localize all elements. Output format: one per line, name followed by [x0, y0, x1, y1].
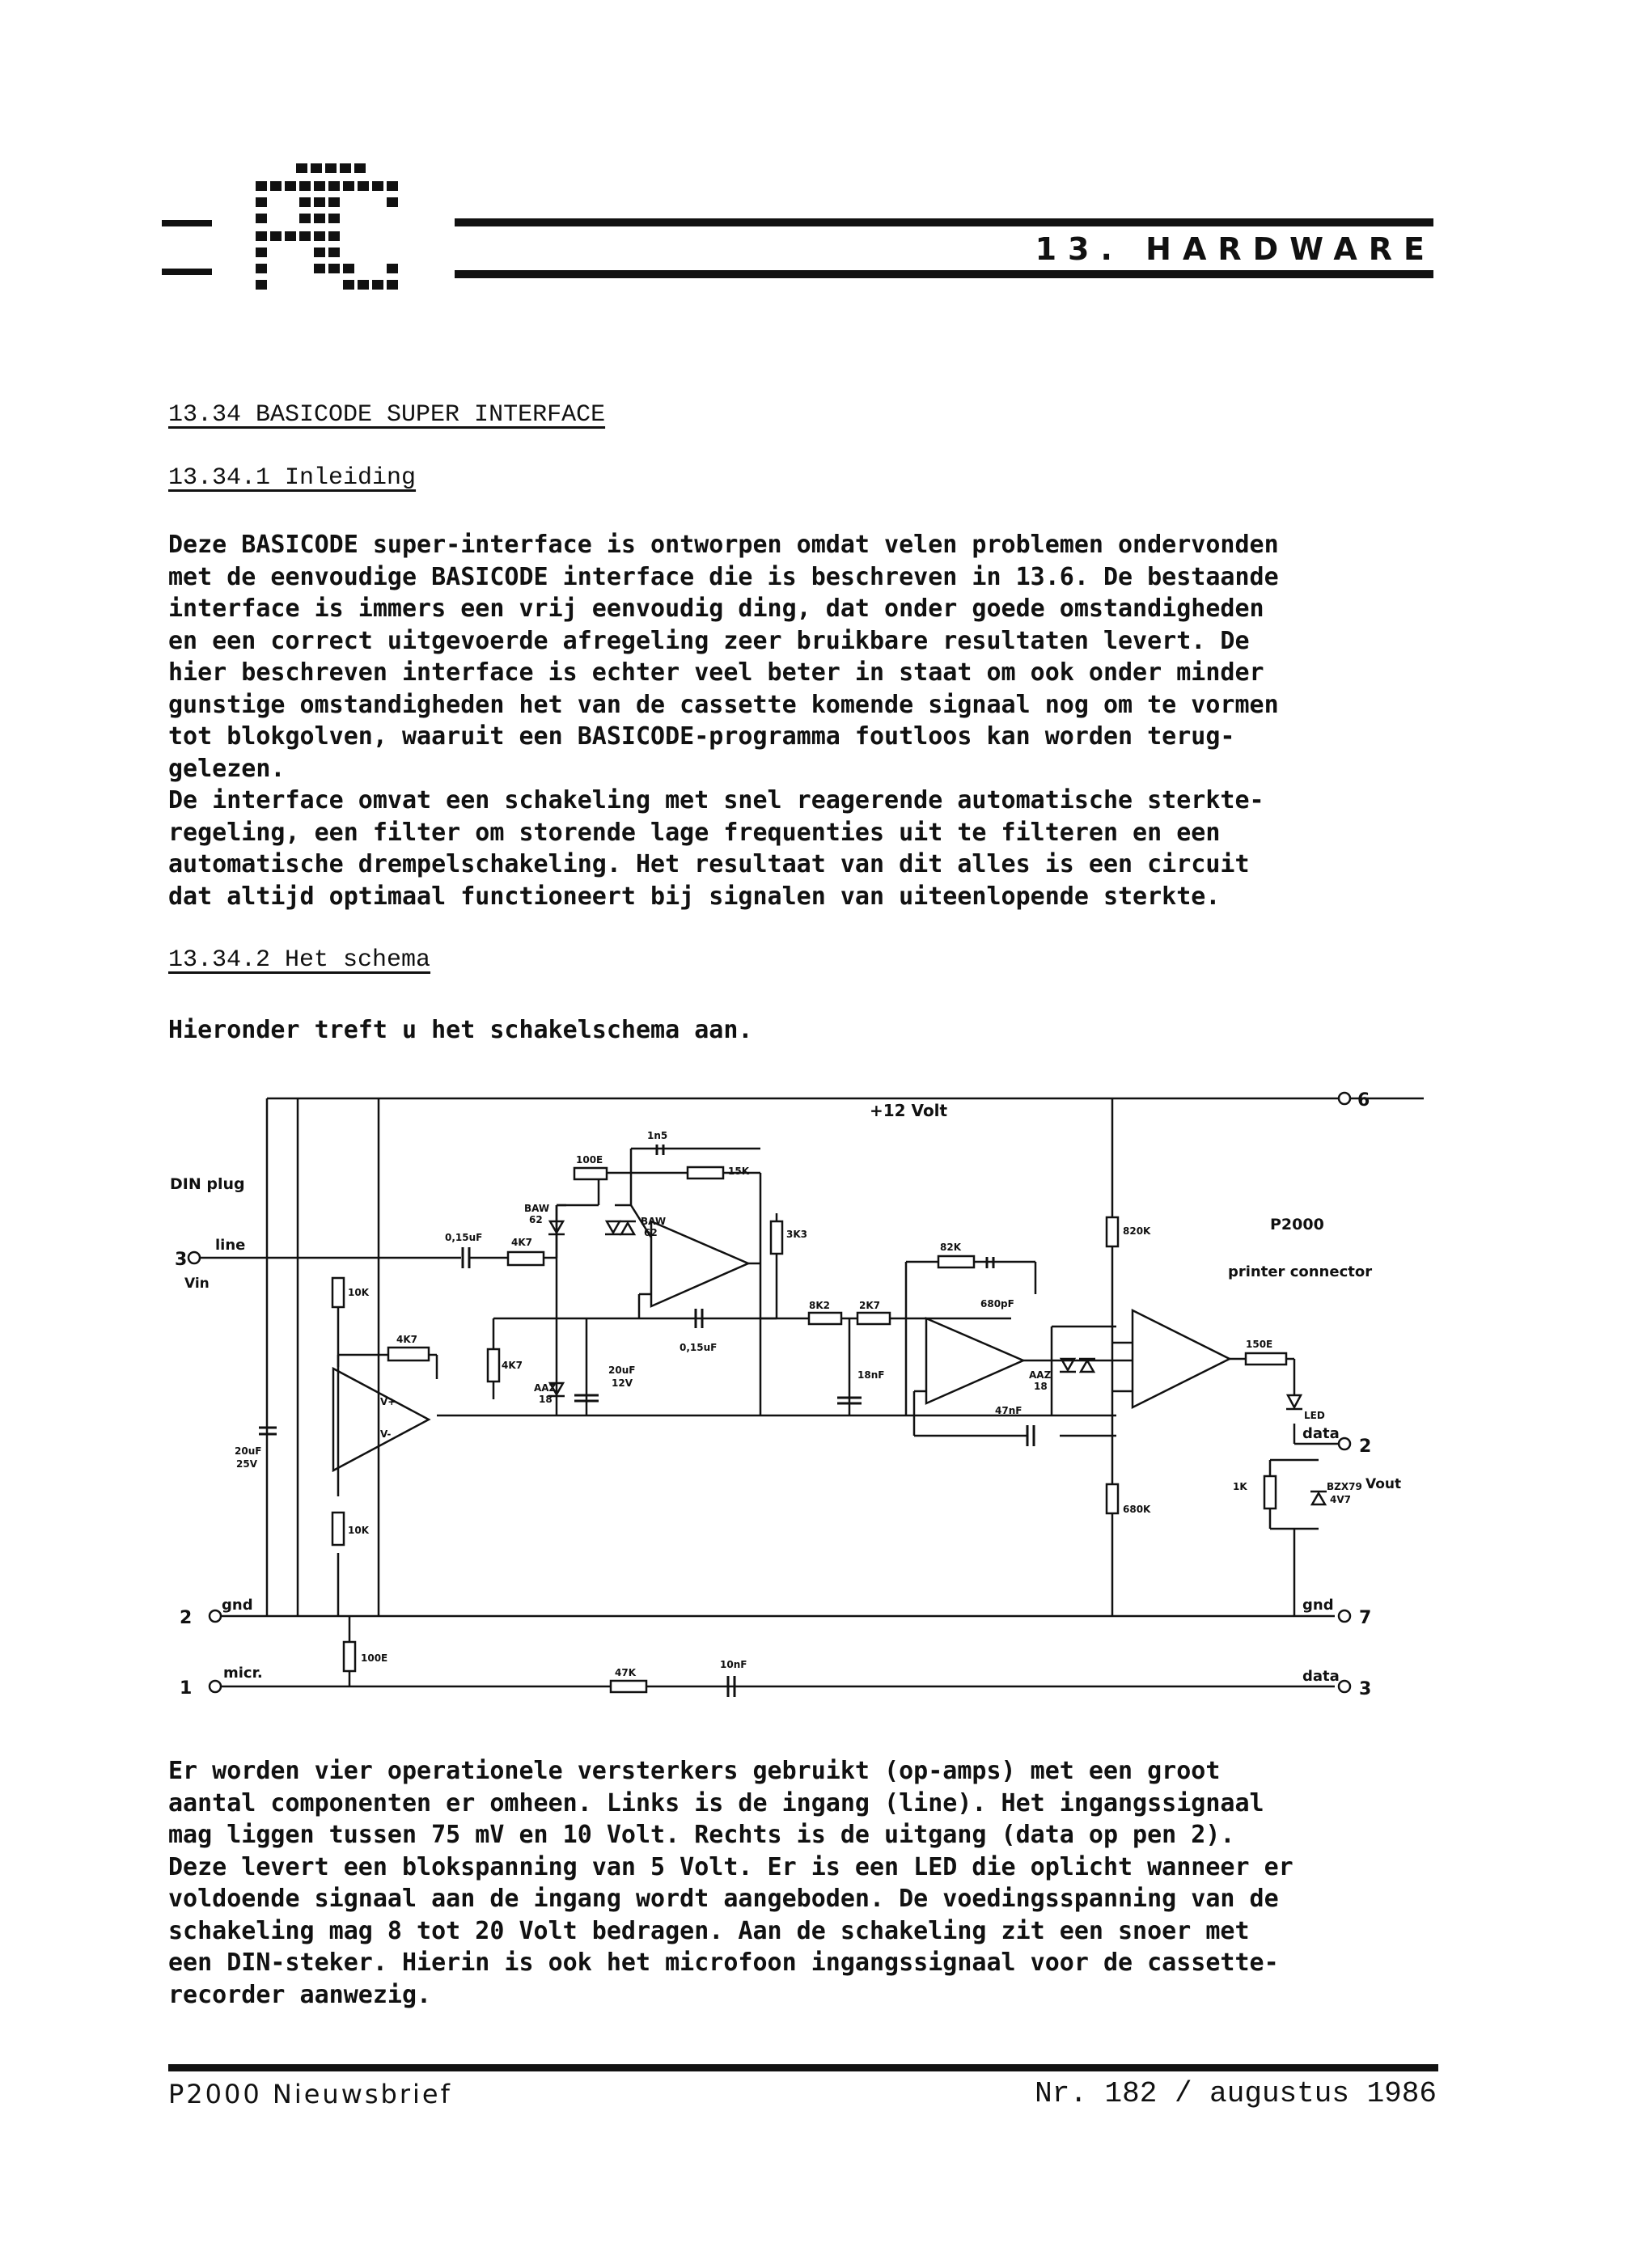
- component-labels: [235, 1130, 1362, 1678]
- component-label-r-820k: 820K: [1123, 1225, 1151, 1237]
- component-label-r-4k7-a: 4K7: [511, 1237, 532, 1248]
- component-label-aaz-a1: AAZ: [534, 1382, 557, 1394]
- subsection-title-schema: 13.34.2 Het schema: [168, 946, 431, 974]
- label-micr: micr.: [223, 1665, 263, 1682]
- label-p2000: P2000: [1270, 1216, 1324, 1233]
- header-rule-bottom: [455, 270, 1433, 278]
- component-label-r-15k: 15K: [728, 1166, 749, 1177]
- footer-rule: [168, 2064, 1438, 2071]
- component-label-c-20uf-25v-a: 20uF: [235, 1445, 262, 1457]
- label-pin-7: 7: [1359, 1608, 1372, 1628]
- component-label-zener-2: 4V7: [1330, 1494, 1351, 1505]
- component-label-vplus: V+: [380, 1396, 396, 1407]
- pc-logo-blocks: [162, 163, 398, 290]
- label-pin-data-2: 2: [1359, 1437, 1372, 1457]
- component-label-r-2k7: 2K7: [859, 1300, 880, 1311]
- schema-intro: Hieronder treft u het schakelschema aan.: [168, 1016, 753, 1044]
- section-title: 13.34 BASICODE SUPER INTERFACE: [168, 401, 606, 429]
- component-label-r-10k-top: 10K: [348, 1287, 369, 1298]
- component-label-led: LED: [1304, 1410, 1325, 1421]
- intro-paragraph: Deze BASICODE super-interface is ontworpen omdat velen problemen ondervonden met de eenvoudige BASICODE interface die is beschreven in 13.6. De bestaande interface is immers een vrij eenvoudig ding, dat onder goede omstandigheden en een correct uitgevoerde afregeling zeer bruikbare resultaten levert. De hier beschreven interface is echter veel beter in staat om ook onder minder gunstige omstandigheden het van de cassette komende signaal nog om te vormen tot blokgolven, waaruit een BASICODE-programma foutloos kan worden terug- gelezen. De interface omvat een schakeling met snel reagerende automatische sterkte- regeling, een filter om storende lage frequenties uit te filteren en een automatische drempelschakeling. Het resultaat van dit alles is een circuit dat altijd optimaal functioneert bij signalen van uiteenlopende sterkte.: [168, 531, 1279, 911]
- schematic-wires: [194, 1098, 1424, 1686]
- component-label-r-3k3: 3K3: [786, 1229, 807, 1240]
- component-label-r-150e: 150E: [1246, 1339, 1273, 1350]
- component-label-c-1n5: 1n5: [647, 1130, 668, 1141]
- component-label-c-20uf-25v-b: 25V: [236, 1458, 257, 1470]
- footer-publication: P2000 Nieuwsbrief: [168, 2079, 452, 2109]
- component-label-r-4k7-fb: 4K7: [396, 1334, 417, 1345]
- component-label-baw-b1: BAW: [641, 1216, 667, 1227]
- component-label-r-1k: 1K: [1233, 1481, 1247, 1492]
- component-label-aaz-b2: 18: [1034, 1381, 1048, 1392]
- component-label-r-100e-mic: 100E: [361, 1652, 388, 1664]
- label-data-out: data: [1302, 1425, 1340, 1442]
- component-label-r-82k: 82K: [940, 1242, 961, 1253]
- component-label-c-10nf: 10nF: [720, 1659, 747, 1670]
- component-label-r-4k7-b: 4K7: [502, 1360, 523, 1371]
- footer-issue: Nr. 182 / augustus 1986: [1035, 2077, 1437, 2110]
- component-label-baw-b2: 62: [644, 1227, 658, 1238]
- component-label-zener-1: BZX79: [1327, 1481, 1362, 1492]
- label-data-mic: data: [1302, 1668, 1340, 1685]
- component-label-r-680k: 680K: [1123, 1504, 1151, 1515]
- component-label-c-680pf: 680pF: [980, 1298, 1014, 1310]
- component-label-c-20uf-12v-a: 20uF: [608, 1365, 636, 1376]
- component-label-vminus: V-: [380, 1428, 392, 1440]
- schematic-pins: [188, 1093, 1350, 1692]
- label-din-plug: DIN plug: [170, 1175, 245, 1193]
- component-label-c-015-mid: 0,15uF: [680, 1342, 718, 1353]
- component-label-r-47k: 47K: [615, 1667, 636, 1678]
- label-pin-2: 2: [180, 1608, 193, 1628]
- label-gnd-left: gnd: [222, 1597, 253, 1614]
- chapter-title: 13. HARDWARE: [1035, 231, 1436, 267]
- component-label-c-18nf: 18nF: [857, 1369, 885, 1381]
- label-supply: +12 Volt: [870, 1101, 948, 1120]
- component-label-aaz-b1: AAZ: [1029, 1369, 1052, 1381]
- component-label-r-100e-top: 100E: [576, 1154, 603, 1166]
- schematic-resistors: [332, 1167, 1286, 1692]
- label-pin-1: 1: [180, 1678, 193, 1699]
- label-vout: Vout: [1365, 1476, 1402, 1492]
- component-label-baw-a2: 62: [529, 1214, 543, 1225]
- label-gnd-right: gnd: [1302, 1597, 1334, 1614]
- pc-logo: [162, 159, 429, 320]
- component-label-r-8k2: 8K2: [809, 1300, 830, 1311]
- label-pin-6: 6: [1357, 1090, 1370, 1111]
- label-pin-data-3: 3: [1359, 1679, 1372, 1699]
- component-label-baw-a1: BAW: [524, 1203, 550, 1214]
- component-label-r-10k-bot: 10K: [348, 1525, 369, 1536]
- label-vin: Vin: [184, 1276, 210, 1292]
- header-rule-top: [455, 218, 1433, 226]
- label-line: line: [215, 1237, 246, 1254]
- component-label-aaz-a2: 18: [539, 1394, 553, 1405]
- subsection-title-inleiding: 13.34.1 Inleiding: [168, 464, 417, 492]
- label-printer-connector: printer connector: [1228, 1263, 1373, 1280]
- label-pin-3: 3: [175, 1250, 188, 1270]
- circuit-schematic: [162, 1076, 1424, 1723]
- component-label-c-47nf: 47nF: [995, 1405, 1022, 1416]
- component-label-c-20uf-12v-b: 12V: [612, 1377, 633, 1389]
- description-paragraph: Er worden vier operationele versterkers gebruikt (op-amps) met een groot aantal componenten er omheen. Links is de ingang (line). Het ingangssignaal mag liggen tussen 75 mV en 10 Volt. Rechts is de uitgang (data op pen 2). Deze levert een blokspanning van 5 Volt. Er is een LED die oplicht wanneer er voldoende signaal aan de ingang wordt aangeboden. De voedingsspanning van de schakeling mag 8 tot 20 Volt bedragen. Aan de schakeling zit een snoer met een DIN-steker. Hierin is ook het microfoon ingangssignaal voor de cassette- recorder aanwezig.: [168, 1757, 1293, 2009]
- component-label-c-015-in: 0,15uF: [445, 1232, 483, 1243]
